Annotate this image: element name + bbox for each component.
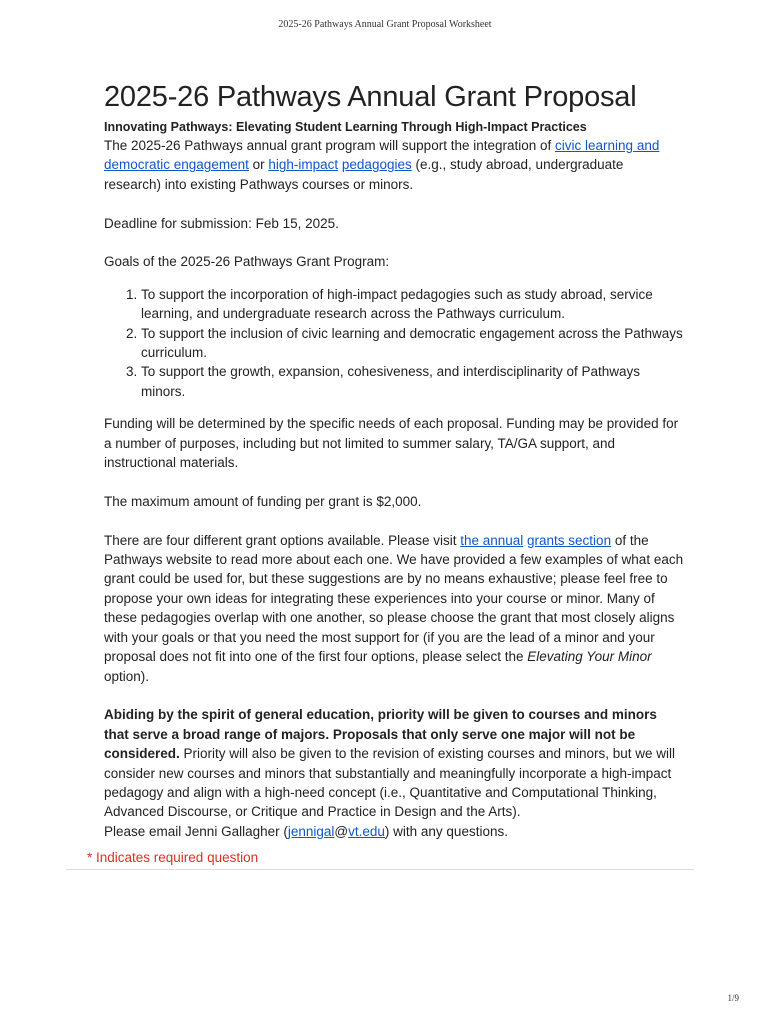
priority-bold-text: Abiding by the spirit of general education, priority will be given to courses and minors that serve a broad range of majors. Proposals that only serve one major will not be considered. [104, 707, 657, 762]
document-subtitle: Innovating Pathways: Elevating Student Learning Through High-Impact Practices [104, 120, 587, 134]
deadline-text: Deadline for submission: Feb 15, 2025. [104, 215, 339, 231]
grant-options-paragraph: There are four different grant options available. Please visit the annual grants section of the Pathways website to read more about each one. We have provided a few examples of what each grant could be used for, but these suggestions are by no means exhaustive; please feel free to propose your own ideas for integrating these experiences into your course or minor. Many of these pedagogies overlap with one another, so please choose the grant that most closely aligns with your goals or that you need the most support for (if you are the lead of a minor and your proposal does not fit into one of the first four options, please select the Elevating Your Minor option). [104, 532, 684, 684]
grants-section-link[interactable]: grants section [527, 532, 612, 548]
list-item: 1. To support the incorporation of high-impact pedagogies such as study abroad, service learning, and undergraduate research across the Pathways curriculum. [141, 285, 684, 324]
page-title: 2025-26 Pathways Annual Grant Proposal [104, 81, 637, 113]
funding-paragraph: Funding will be determined by the specific needs of each proposal. Funding may be provided for a number of purposes, including but not limited to summer salary, TA/GA support, and instructional materials. [104, 416, 679, 471]
priority-paragraph: Abiding by the spirit of general education, priority will be given to courses and minors that serve a broad range of majors. Proposals that only serve one major will not be considered. Priority will also be given to the revision of existing courses and minors, but we will consider new courses and minors that substantially and meaningfully incorporate a high-impact pedagogy and align with a high-need concept (i.e., Quantitative and Computational Thinking, Advanced Discourse, or Critique and Practice in Design and the Arts). [104, 707, 675, 820]
goals-heading: Goals of the 2025-26 Pathways Grant Program: [104, 254, 390, 270]
running-header: 2025-26 Pathways Annual Grant Proposal Worksheet [278, 19, 492, 30]
annual-link[interactable]: the annual [460, 532, 524, 548]
list-item: 3. To support the growth, expansion, cohesiveness, and interdisciplinarity of Pathways minors. [141, 362, 684, 401]
contact-text: Please email Jenni Gallagher (jennigal@vt.edu) with any questions. [104, 823, 508, 839]
document-body [104, 78, 684, 841]
max-funding-text: The maximum amount of funding per grant is $2,000. [104, 493, 422, 509]
section-divider [66, 869, 694, 870]
intro-paragraph: The 2025-26 Pathways annual grant program will support the integration of civic learning and democratic engagement or high-impact pedagogies (e.g., study abroad, undergraduate research) into existing Pathways courses or minors. [104, 138, 660, 192]
list-item: 2. To support the inclusion of civic learning and democratic engagement across the Pathways curriculum. [141, 324, 684, 363]
civic-learning-link[interactable]: civic learning and democratic engagement [104, 138, 660, 173]
high-impact-link[interactable]: high-impact [268, 157, 339, 173]
email-domain-link[interactable]: vt.edu [348, 823, 385, 839]
required-question-note: * Indicates required question [87, 850, 259, 865]
goals-list [104, 285, 684, 401]
page-number: 1/9 [727, 993, 739, 1003]
pedagogies-link[interactable]: pedagogies [341, 157, 412, 173]
elevating-minor-emphasis: Elevating Your Minor [527, 649, 652, 665]
email-user-link[interactable]: jennigal [287, 823, 335, 839]
